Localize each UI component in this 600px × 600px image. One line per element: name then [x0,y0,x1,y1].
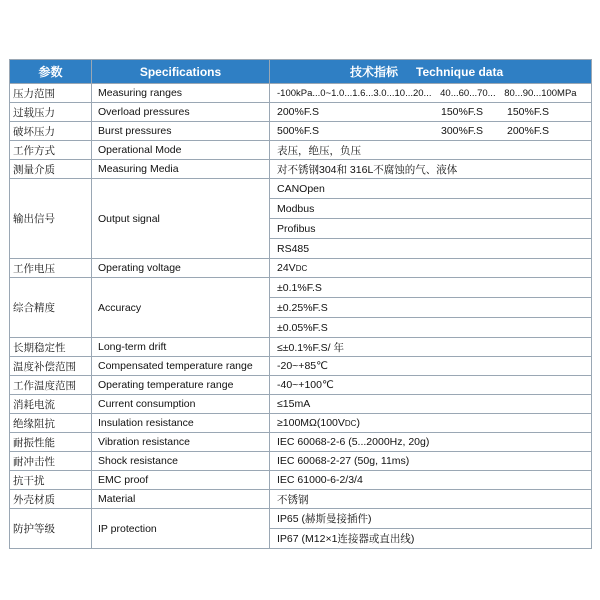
param-zh: 消耗电流 [10,395,92,414]
param-en: Insulation resistance [92,414,270,433]
param-zh: 过载压力 [10,103,92,122]
param-en: Accuracy [92,278,270,338]
param-en: Output signal [92,179,270,259]
param-zh: 耐振性能 [10,433,92,452]
param-zh: 测量介质 [10,160,92,179]
param-zh: 绝缘阻抗 [10,414,92,433]
param-en: Operating temperature range [92,376,270,395]
param-zh: 破坏压力 [10,122,92,141]
row-long-term-drift [10,338,592,357]
param-zh: 温度补偿范围 [10,357,92,376]
emc-value: IEC 61000-6-2/3/4 [270,471,592,490]
insulation-unit: DC [344,419,357,428]
param-zh: 工作方式 [10,141,92,160]
param-zh: 长期稳定性 [10,338,92,357]
drift-value: ≤±0.1%F.S/ 年 [270,338,592,357]
accuracy-value: ±0.1%F.S [270,278,592,298]
row-operational-mode [10,141,592,160]
param-en: Current consumption [92,395,270,414]
row-operating-temperature [10,376,592,395]
overload-value-3: 150%F.S [507,106,550,118]
header-technique [270,60,592,84]
ip-value: IP67 (M12×1连接器或直出线) [270,529,592,549]
insulation-number: ≥100MΩ(100V [277,417,345,429]
param-zh: 工作温度范围 [10,376,92,395]
param-zh: 耐冲击性 [10,452,92,471]
param-en: Long-term drift [92,338,270,357]
output-value: RS485 [270,239,592,259]
current-value: ≤15mA [270,395,592,414]
accuracy-value: ±0.05%F.S [270,318,592,338]
burst-value-3: 200%F.S [507,125,550,137]
param-en: Measuring ranges [92,84,270,103]
param-zh: 输出信号 [10,179,92,259]
param-zh: 压力范围 [10,84,92,103]
mode-value: 表压，绝压，负压 [270,141,592,160]
burst-values [270,122,592,141]
param-en: EMC proof [92,471,270,490]
shock-value: IEC 60068-2-27 (50g, 11ms) [270,452,592,471]
range-value-1: -100kPa...0~1.0...1.6...3.0...10...20... [277,87,432,99]
overload-value-1: 200%F.S [277,106,320,118]
output-value: Modbus [270,199,592,219]
param-zh: 综合精度 [10,278,92,338]
voltage-value [270,259,592,278]
media-value: 对不锈钢304和 316L不腐蚀的气、液体 [270,160,592,179]
row-burst [10,122,592,141]
op-temp-value: -40~+100℃ [270,376,592,395]
spec-table [9,59,592,549]
header-row [10,60,592,84]
material-value: 不锈钢 [270,490,592,509]
header-tech-en: Technique data [416,65,504,79]
row-measuring-media [10,160,592,179]
param-zh: 防护等级 [10,509,92,549]
row-measuring-ranges [10,84,592,103]
row-compensated-temperature [10,357,592,376]
range-value-3: 80...90...100MPa [504,87,577,99]
output-value: CANOpen [270,179,592,199]
comp-temp-value: -20~+85℃ [270,357,592,376]
insulation-value [270,414,592,433]
row-ip-protection [10,509,592,529]
row-emc-proof [10,471,592,490]
overload-values [270,103,592,122]
accuracy-value: ±0.25%F.S [270,298,592,318]
row-output-signal [10,179,592,199]
burst-value-2: 300%F.S [441,125,484,137]
header-specifications: Specifications [92,60,270,84]
overload-value-2: 150%F.S [441,106,484,118]
burst-value-1: 500%F.S [277,125,320,137]
param-zh: 工作电压 [10,259,92,278]
param-en: Overload pressures [92,103,270,122]
header-tech-zh: 技术指标 [350,65,399,79]
param-en: Operational Mode [92,141,270,160]
row-operating-voltage [10,259,592,278]
row-shock-resistance [10,452,592,471]
param-en: IP protection [92,509,270,549]
param-en: Burst pressures [92,122,270,141]
range-value-2: 40...60...70... [440,87,496,99]
param-en: Vibration resistance [92,433,270,452]
row-insulation-resistance [10,414,592,433]
param-zh: 抗干扰 [10,471,92,490]
param-zh: 外壳材质 [10,490,92,509]
row-material [10,490,592,509]
vibration-value: IEC 60068-2-6 (5...2000Hz, 20g) [270,433,592,452]
row-overload [10,103,592,122]
param-en: Material [92,490,270,509]
output-value: Profibus [270,219,592,239]
param-en: Shock resistance [92,452,270,471]
row-vibration-resistance [10,433,592,452]
param-en: Measuring Media [92,160,270,179]
param-en: Compensated temperature range [92,357,270,376]
row-current-consumption [10,395,592,414]
voltage-unit: DC [295,264,308,273]
param-en: Operating voltage [92,259,270,278]
header-param: 参数 [10,60,92,84]
ip-value: IP65 (赫斯曼接插件) [270,509,592,529]
range-values [270,84,592,103]
insulation-close: ) [356,417,360,429]
row-accuracy [10,278,592,298]
voltage-number: 24V [277,262,296,274]
